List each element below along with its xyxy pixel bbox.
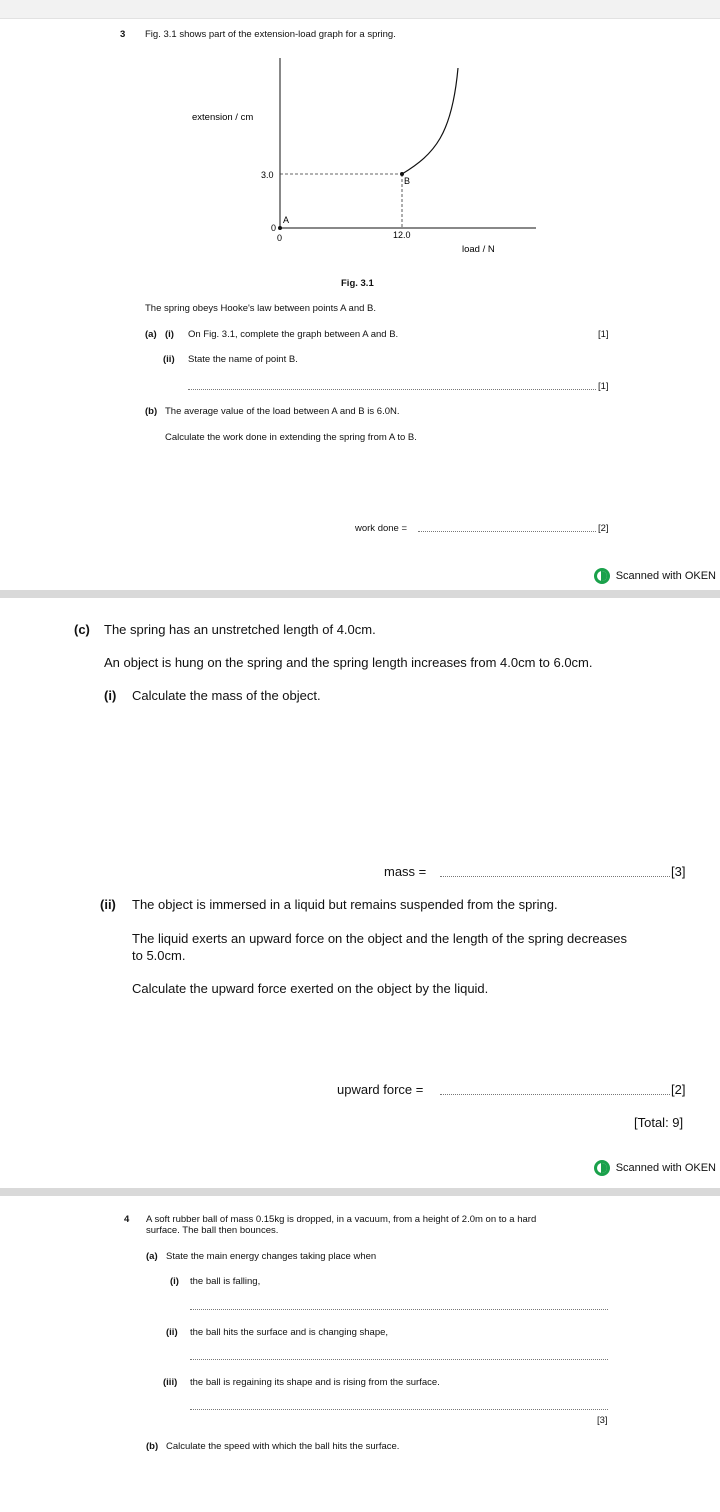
scanner-watermark-text: Scanned with OKEN	[615, 1162, 716, 1174]
part-a-label: (a)	[145, 329, 157, 340]
mass-marks: [3]	[671, 864, 686, 879]
q4-a-i-text: the ball is falling,	[190, 1276, 261, 1287]
part-a-ii-marks: [1]	[598, 381, 609, 392]
question-3-number: 3	[120, 29, 126, 40]
part-c-ii-line-2: to 5.0cm.	[132, 948, 186, 963]
x-tick-label: 12.0	[393, 230, 411, 240]
part-a-i-label: (i)	[165, 329, 174, 340]
page-1	[0, 0, 720, 590]
q4-a-ii-label: (ii)	[166, 1327, 178, 1338]
upward-force-label: upward force =	[337, 1082, 424, 1097]
part-c-ii-text: The object is immersed in a liquid but remains suspended from the spring.	[132, 897, 558, 912]
q4-part-a-marks: [3]	[597, 1415, 608, 1426]
q4-part-a-text: State the main energy changes taking place when	[166, 1251, 377, 1262]
origin-x-label: 0	[277, 233, 283, 243]
origin-y-label: 0	[271, 223, 277, 233]
part-c-object: An object is hung on the spring and the spring length increases from 4.0cm to 6.0cm.	[104, 655, 593, 670]
q4-part-b-text: Calculate the speed with which the ball hits the surface.	[166, 1441, 400, 1452]
answer-line-upward-force[interactable]	[440, 1094, 670, 1095]
answer-line-a-ii[interactable]	[188, 389, 596, 390]
question-3-intro: Fig. 3.1 shows part of the extension-load graph for a spring.	[145, 29, 396, 40]
q4-part-b-label: (b)	[146, 1441, 159, 1452]
answer-line-q4-a-i[interactable]	[190, 1309, 608, 1310]
mass-label: mass =	[384, 864, 427, 879]
q4-part-a-label: (a)	[146, 1251, 158, 1262]
viewer-top-bar	[0, 0, 720, 19]
x-axis-label: load / N	[462, 244, 495, 255]
q4-a-iii-text: the ball is regaining its shape and is rising from the surface.	[190, 1377, 440, 1388]
q4-a-i-label: (i)	[170, 1276, 179, 1287]
question-4-line-2: surface. The ball then bounces.	[146, 1225, 279, 1236]
graph-curve	[402, 68, 458, 174]
question-4-line-1: A soft rubber ball of mass 0.15kg is dropped, in a vacuum, from a height of 2.0m on to a hard	[146, 1214, 537, 1225]
part-c-i-text: Calculate the mass of the object.	[132, 688, 321, 703]
question-4-number: 4	[124, 1214, 130, 1225]
oken-logo-icon	[594, 568, 610, 584]
part-b-text: The average value of the load between A and B is 6.0N.	[165, 406, 400, 417]
answer-line-work-done[interactable]	[418, 531, 596, 532]
answer-line-q4-a-ii[interactable]	[190, 1359, 608, 1360]
q4-a-ii-text: the ball hits the surface and is changing shape,	[190, 1327, 389, 1338]
y-axis-label: extension / cm	[192, 112, 254, 123]
hooke-statement: The spring obeys Hooke's law between points A and B.	[145, 303, 377, 314]
part-b-calc: Calculate the work done in extending the spring from A to B.	[165, 432, 417, 443]
scanner-watermark-text: Scanned with OKEN	[615, 570, 716, 582]
page-2	[0, 598, 720, 1188]
total-marks: [Total: 9]	[634, 1115, 684, 1130]
work-done-label: work done =	[355, 523, 408, 534]
part-a-i-text: On Fig. 3.1, complete the graph between A and B.	[188, 329, 399, 340]
part-a-ii-text: State the name of point B.	[188, 354, 298, 365]
y-tick-label: 3.0	[261, 170, 274, 180]
part-c-ii-calc: Calculate the upward force exerted on the object by the liquid.	[132, 981, 489, 996]
part-a-ii-label: (ii)	[163, 354, 175, 365]
page-3	[0, 1196, 720, 1512]
answer-line-mass[interactable]	[440, 876, 670, 877]
part-a-i-marks: [1]	[598, 329, 609, 340]
part-c-i-label: (i)	[104, 688, 117, 703]
part-c-label: (c)	[74, 622, 90, 637]
scanner-watermark	[594, 1160, 716, 1176]
oken-logo-icon	[594, 1160, 610, 1176]
point-a-marker	[278, 226, 282, 230]
point-a-label: A	[283, 215, 290, 225]
extension-load-graph	[180, 52, 550, 262]
scanner-watermark	[594, 568, 716, 584]
figure-caption: Fig. 3.1	[341, 278, 374, 289]
part-c-ii-label: (ii)	[100, 897, 116, 912]
part-c-ii-line-1: The liquid exerts an upward force on the object and the length of the spring decreases	[132, 931, 628, 946]
q4-a-iii-label: (iii)	[163, 1377, 178, 1388]
part-b-label: (b)	[145, 406, 158, 417]
point-b-label: B	[404, 176, 411, 186]
upward-force-marks: [2]	[671, 1082, 686, 1097]
answer-line-q4-a-iii[interactable]	[190, 1409, 608, 1410]
part-c-text: The spring has an unstretched length of 4.0cm.	[104, 622, 376, 637]
work-done-marks: [2]	[598, 523, 609, 534]
